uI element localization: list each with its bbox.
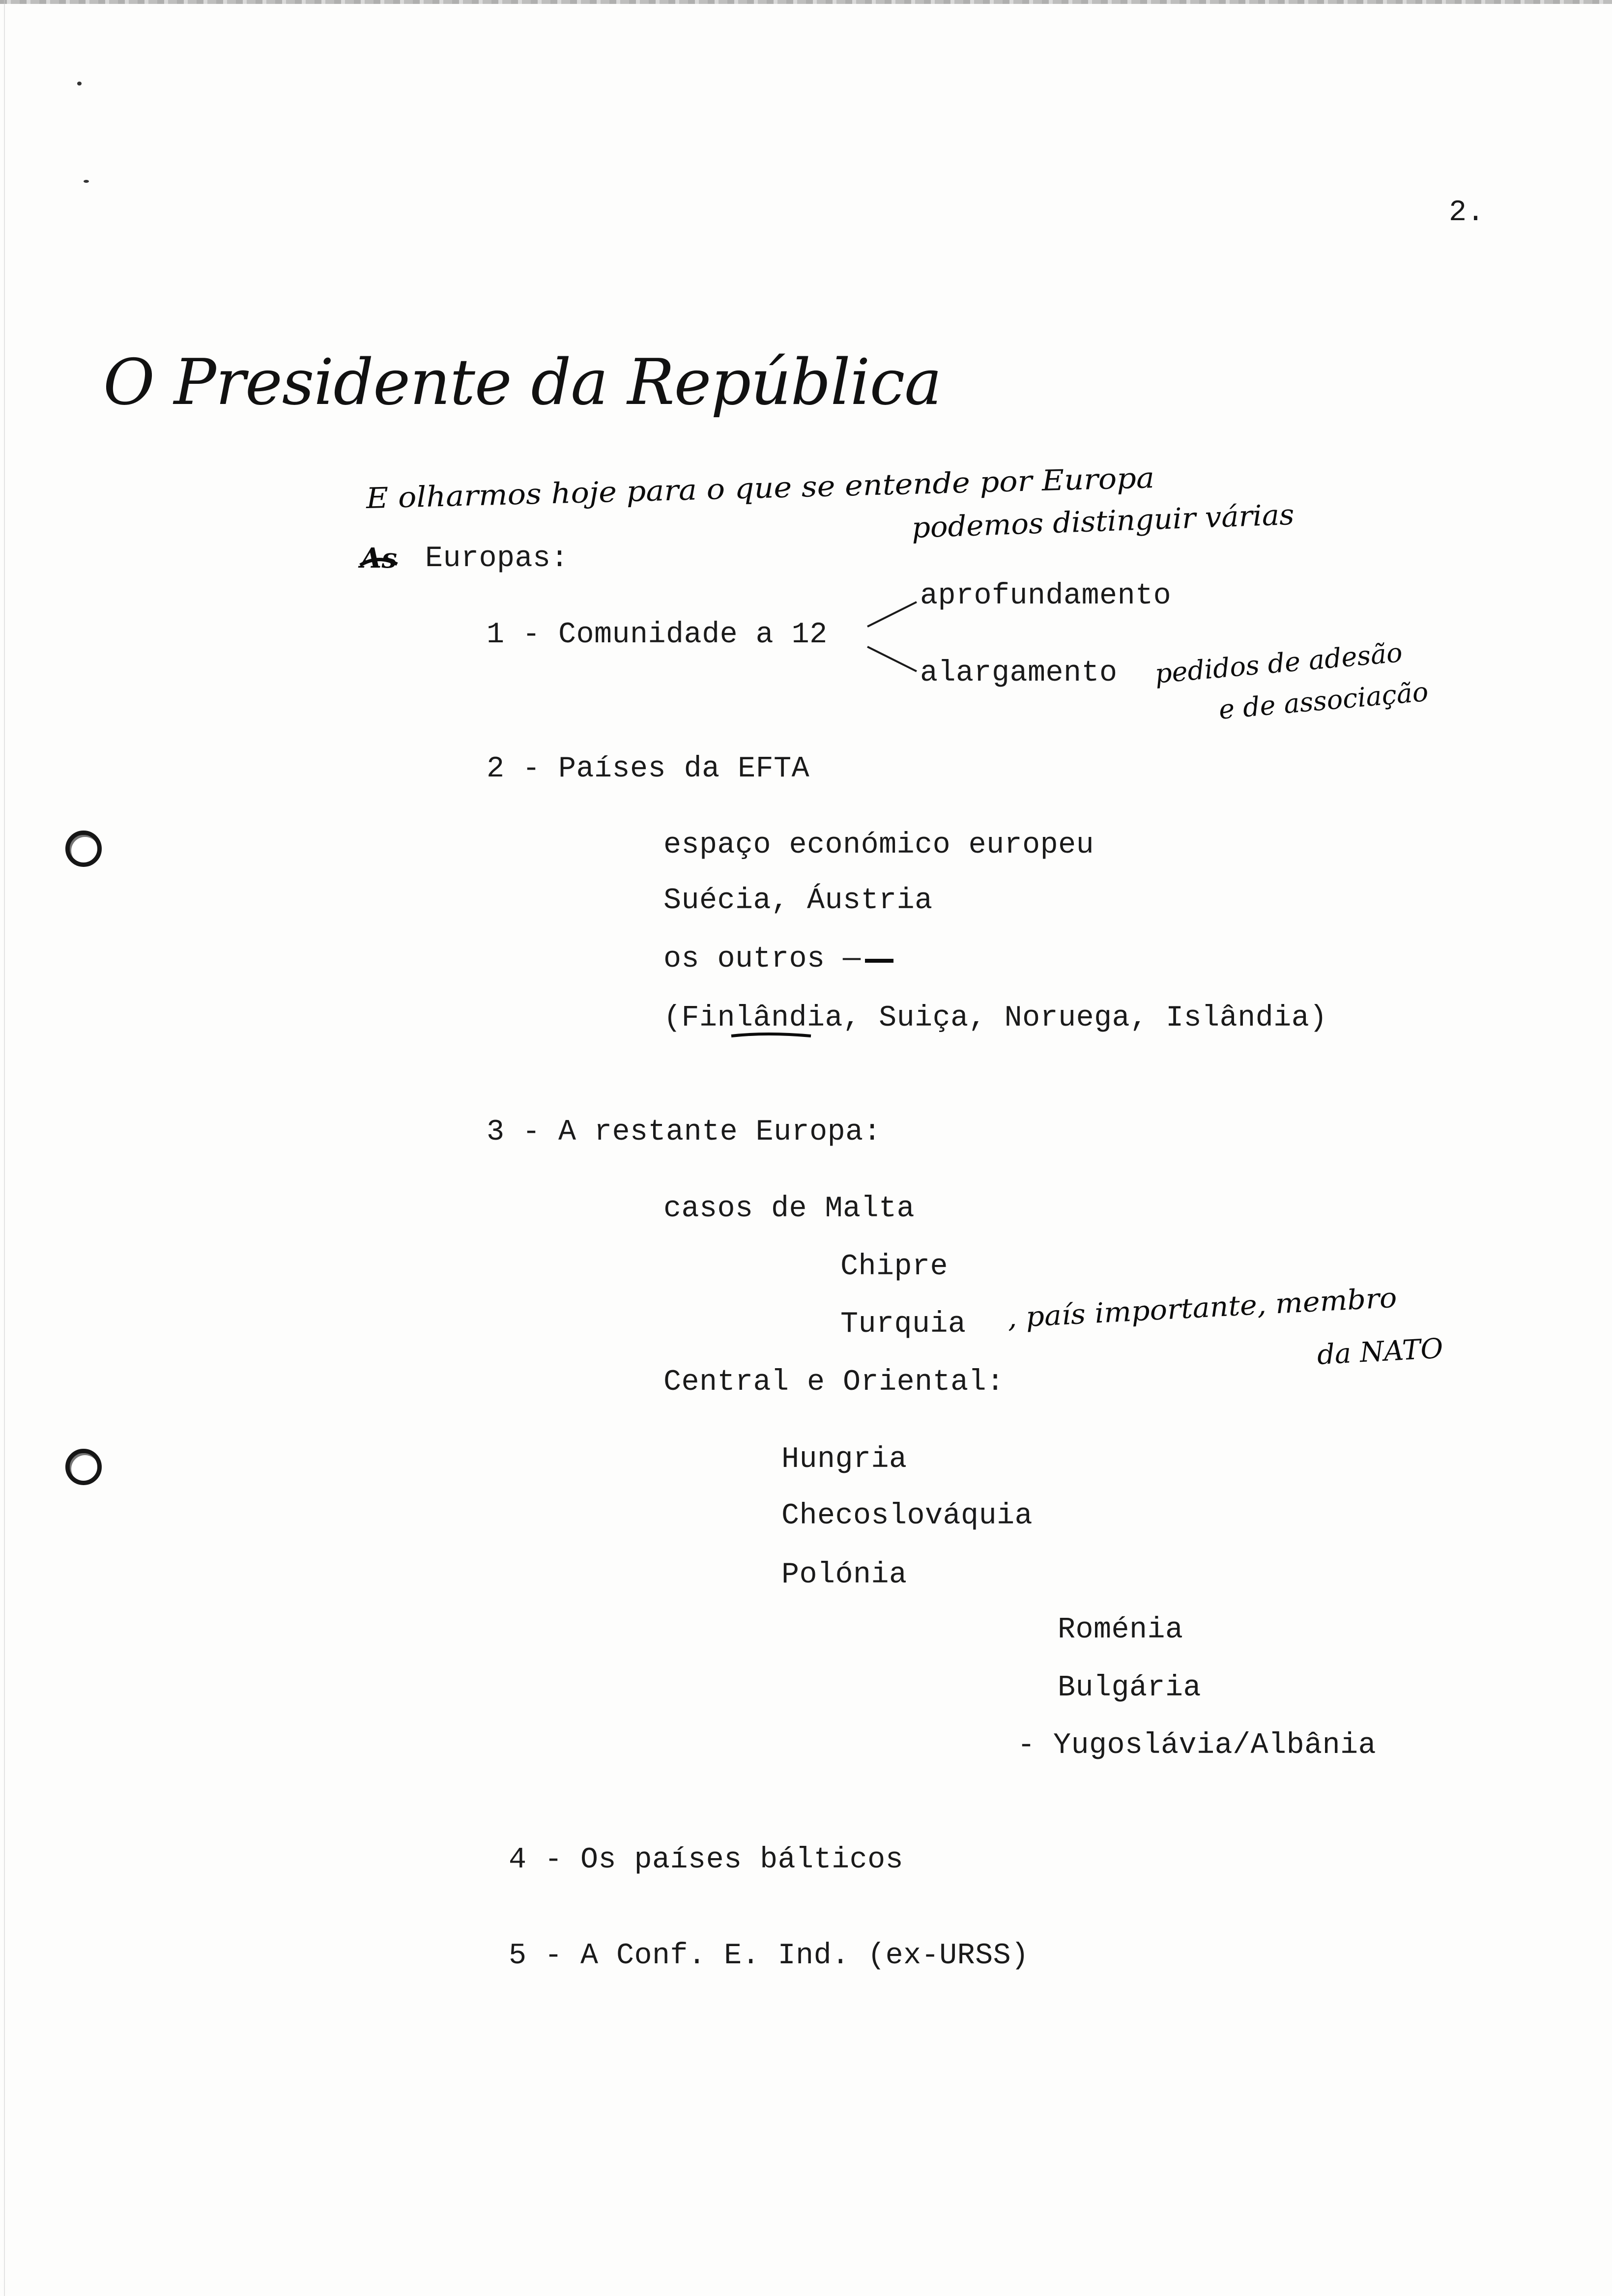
letterhead-title: O Presidente da República [103,346,942,419]
central-oriental-label: Central e Oriental: [663,1366,1005,1399]
handwritten-note-top-line-1: E olharmos hoje para o que se entende por Europa [366,461,1155,515]
item-3-label: 3 - A restante Europa: [487,1116,882,1149]
casos-chipre: Chipre [840,1250,949,1284]
country-romenia: Roménia [1058,1613,1183,1647]
item-1-branch-alargamento: alargamento [920,657,1118,690]
handwritten-note-alargamento-line-1: pedidos de adesão [1153,637,1404,689]
country-polonia: Polónia [781,1558,907,1592]
handwritten-note-alargamento-line-2: e de associação [1217,676,1430,725]
handwritten-note-turquia-line-2: da NATO [1316,1332,1444,1371]
country-bulgaria: Bulgária [1058,1671,1202,1705]
efta-line-4: (Finlândia, Suiça, Noruega, Islândia) [663,1002,1327,1035]
item-4-label: 4 - Os países bálticos [509,1843,904,1877]
binder-hole-bottom [65,1449,102,1485]
handwritten-note-top-line-2: podemos distinguir várias [911,497,1295,545]
country-hungria: Hungria [781,1443,907,1476]
branch-line-down-icon [867,647,917,671]
casos-label: casos de Malta [663,1192,915,1226]
item-1-branch-aprofundamento: aprofundamento [920,579,1172,613]
branch-line-up-icon [867,602,917,627]
scan-left-edge [4,0,5,2296]
scan-speck [77,82,82,86]
country-checoslovaquia: Checoslováquia [781,1499,1033,1533]
item-1-label: 1 - Comunidade a 12 [487,618,828,652]
handwritten-note-turquia-line-1: , país importante, membro [1007,1282,1398,1334]
efta-line-1: espaço económico europeu [663,829,1094,862]
page-number: 2. [1449,196,1485,230]
item-2-label: 2 - Países da EFTA [487,752,810,786]
heading-europas: Europas: [425,542,569,575]
scan-top-edge [0,0,1612,4]
country-yugoslavia-albania: - Yugoslávia/Albânia [1017,1729,1377,1762]
efta-line-2: Suécia, Áustria [663,884,933,918]
item-5-label: 5 - A Conf. E. Ind. (ex-URSS) [509,1939,1029,1973]
scan-speck [84,180,89,183]
handwritten-struck-word: As [360,542,397,574]
casos-turquia: Turquia [840,1308,966,1341]
binder-hole-top [65,831,102,867]
efta-line-3: os outros — [663,943,861,976]
